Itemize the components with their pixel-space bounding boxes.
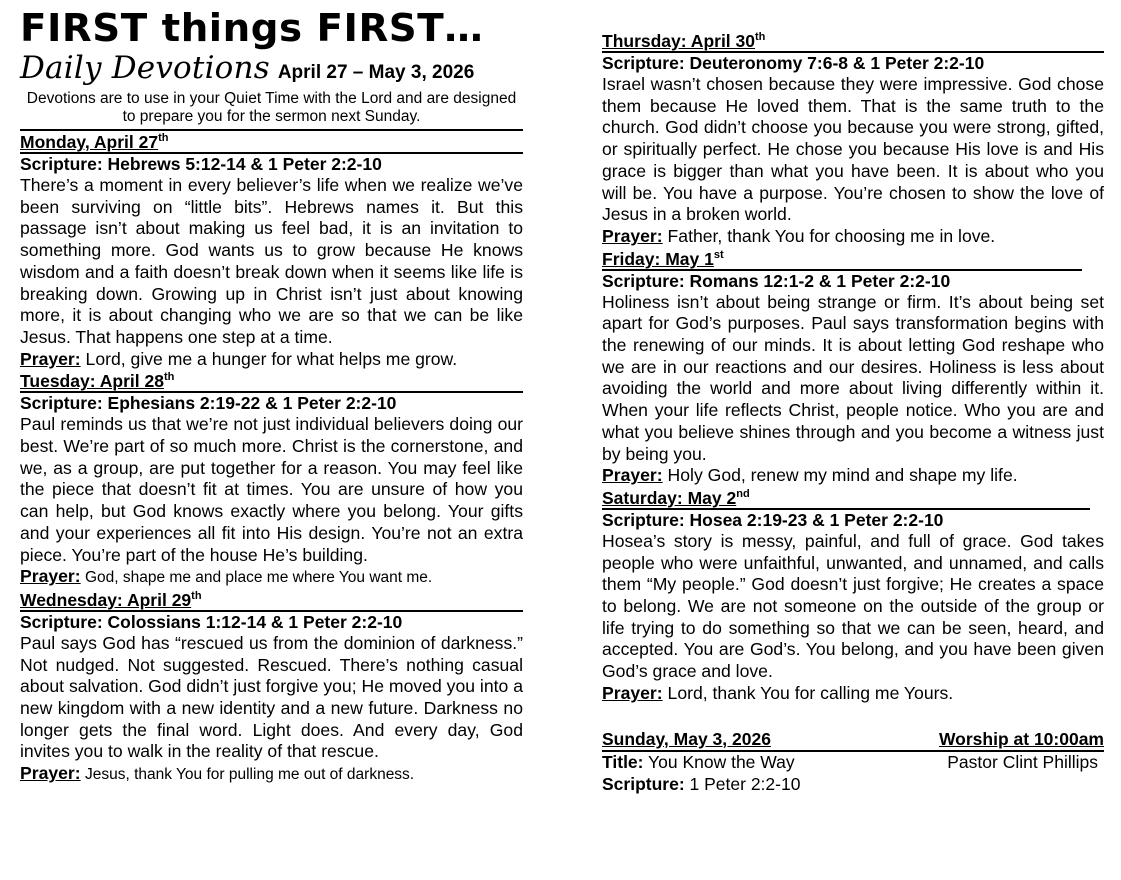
scripture-monday: Scripture: Hebrews 5:12-14 & 1 Peter 2:2-10 [20,154,382,174]
scripture-tuesday: Scripture: Ephesians 2:19-22 & 1 Peter 2:2-10 [20,393,397,414]
subtitle-row [20,50,523,88]
header-rule [20,129,523,131]
prayer-wednesday: Prayer: Jesus, thank You for pulling me out of darkness. [20,763,415,784]
prayer-thursday: Prayer: Father, thank You for choosing me in love. [602,225,996,246]
sunday-date: Sunday, May 3, 2026 [602,728,771,749]
pastor-name: Pastor Clint Phillips [947,752,1098,773]
sermon-scripture-row [602,774,1104,796]
sermon-title: You Know the Way [648,752,795,773]
day-heading-friday: Friday: May 1st [602,249,1082,271]
scripture-wednesday: Scripture: Colossians 1:12-14 & 1 Peter 2:2-10 [20,611,403,632]
prayer-friday: Prayer: Holy God, renew my mind and shape my life. [602,465,1018,486]
day-heading-thursday: Thursday: April 30th [602,31,1104,53]
day-heading-monday: Monday, April 27th [20,132,523,154]
scripture-saturday: Scripture: Hosea 2:19-23 & 1 Peter 2:2-10 [602,509,944,530]
prayer-tuesday: Prayer: God, shape me and place me where You want me. [20,566,433,587]
devotion-text-monday: There’s a moment in every believer’s life when we realize we’ve been surviving on “little bits”. Hebrews names it. But this passage isn’t about making us feel bad, it is an invitation to something more. God wants us to grow because He knows wisdom and a faith doesn’t break down when it seems like life is breaking down. Growing up in Christ isn’t just about knowing more, it is about changing who we are so that we can be like Jesus. That happens one step at a time. [20,175,523,347]
right-column [602,30,1104,795]
left-column [20,0,523,786]
scripture-friday: Scripture: Romans 12:1-2 & 1 Peter 2:2-10 [602,270,951,291]
devotion-text-saturday: Hosea’s story is messy, painful, and full of grace. God takes people who were unfaithful, unwanted, and unnamed, and calls them “My people.” God doesn’t just forgive; He creates a space to belong. We are not someone on the outside of the group or life trying to do something so that we can be seen, heard, and accepted. You are God’s. You belong, and you have been given God’s grace and love. [602,530,1104,682]
devotion-text-thursday: Israel wasn’t chosen because they were impressive. God chose them because He loved them. That is the same truth to the church. God didn’t choose you because you were strong, gifted, or spiritually perfect. He chose you because His love is and His grace is bigger than what you have been. It is about who you will be. You have a purpose. You’re chosen to show the love of Jesus in a broken world. [602,74,1104,225]
sermon-title-row [602,752,1104,774]
day-heading-saturday: Saturday: May 2nd [602,488,1090,510]
day-heading-tuesday: Tuesday: April 28th [20,371,523,393]
sermon-scripture-label: Scripture: [602,773,685,794]
devotion-text-tuesday: Paul reminds us that we’re not just individual believers doing our best. We’re part of so much more. Christ is the cornerstone, and we, as a group, are put together for a reason. You may feel like the piece that doesn’t fit at times. You are unsure of how you can help, but God knows exactly where you belong. Your gifts and your experiences all fit into His design. You’re not an extra piece. You’re part of the house He’s building. [20,414,523,565]
masthead-title: FIRST things FIRST… [20,6,484,50]
prayer-monday: Prayer: Lord, give me a hunger for what helps me grow. [20,348,458,369]
date-range: April 27 – May 3, 2026 [277,62,475,83]
sunday-heading [602,729,1104,753]
intro-text: Devotions are to use in your Quiet Time with the Lord and are designed to prepare you for the sermon next Sunday. [26,90,517,125]
devotion-text-friday: Holiness isn’t about being strange or firm. It’s about being set apart for God’s purposes. Paul says transformation begins with the renewing of our minds. It is about letting God reshape who we are in our reactions and our desires. Holiness is less about avoiding the world and more about living differently within it. When your life reflects Christ, people notice. Who you are and what you believe shines through and you become a witness just by being you. [602,291,1104,464]
sunday-block [602,729,1104,796]
sermon-scripture: 1 Peter 2:2-10 [689,773,801,794]
title-label: Title: [602,752,644,773]
day-heading-wednesday: Wednesday: April 29th [20,590,523,612]
worship-time: Worship at 10:00am [938,728,1104,749]
scripture-thursday: Scripture: Deuteronomy 7:6-8 & 1 Peter 2:2-10 [602,53,985,73]
daily-devotions-title: Daily Devotions [20,50,270,86]
prayer-saturday: Prayer: Lord, thank You for calling me Yours. [602,682,954,703]
devotion-text-wednesday: Paul says God has “rescued us from the dominion of darkness.” Not nudged. Not suggested. Rescued. There’s nothing casual about salvation. God didn’t just forgive you; He moved you into a new kingdom with a new identity and a new future. Darkness no longer gets the final word. Light does. And every day, God invites you to walk in the reality of that rescue. [20,632,523,762]
